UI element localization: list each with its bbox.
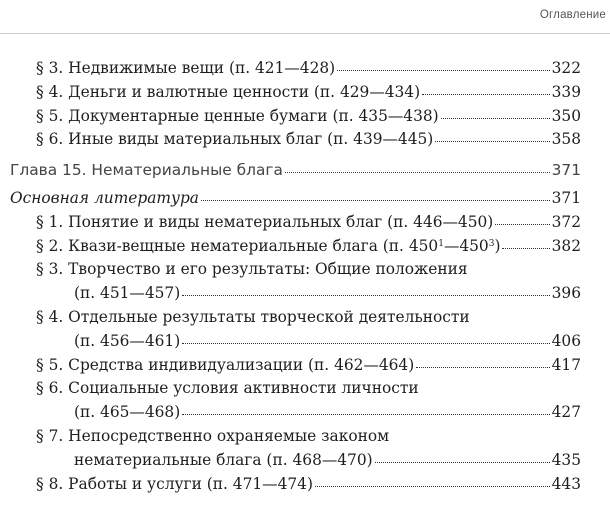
dot-leader [441, 118, 550, 119]
superscript: 1 [438, 238, 444, 249]
toc-entry-title: § 6. Иные виды материальных благ (п. 439—445) [36, 130, 434, 149]
toc-entry-title: § 1. Понятие и виды нематериальных благ (п. 446—450) [36, 212, 494, 231]
toc-entry[interactable] [10, 128, 581, 152]
dot-leader [502, 248, 549, 249]
toc-entry[interactable] [10, 235, 581, 259]
superscript: 3 [488, 238, 495, 249]
toc-entry-page: 382 [551, 236, 581, 255]
toc-entry-title-line2: (п. 456—461) [74, 331, 181, 350]
toc-entry[interactable] [10, 211, 581, 235]
toc-entry-page: 427 [551, 403, 581, 422]
table-of-contents [10, 57, 581, 496]
dot-leader [416, 367, 549, 368]
toc-entry-title: § 5. Документарные ценные бумаги (п. 435—438) [36, 106, 439, 125]
dot-leader [337, 70, 549, 71]
running-head: Оглавление [539, 9, 606, 21]
toc-entry-title: § 4. Деньги и валютные ценности (п. 429—434) [36, 82, 421, 101]
toc-entry-title-line1[interactable]: § 7. Непосредственно охраняемые законом [36, 426, 390, 445]
dot-leader [201, 200, 550, 201]
toc-entry-page: 406 [551, 331, 581, 350]
dot-leader [182, 343, 549, 344]
toc-entry[interactable] [10, 449, 581, 473]
toc-entry-literature[interactable] [10, 187, 581, 211]
dot-leader [182, 414, 549, 415]
toc-entry-title-line1[interactable]: § 4. Отдельные результаты творческой деятельности [36, 307, 470, 326]
toc-entry[interactable] [10, 401, 581, 425]
header-rule [0, 33, 610, 34]
chapter-page: 371 [551, 161, 581, 180]
dot-leader [315, 486, 550, 487]
toc-entry-title: § 3. Недвижимые вещи (п. 421—428) [36, 59, 336, 77]
chapter-title: Глава 15. Нематериальные блага [10, 161, 283, 180]
toc-entry-page: 443 [551, 474, 581, 493]
toc-entry-page: 339 [551, 82, 581, 101]
toc-entry-title-line1[interactable]: § 6. Социальные условия активности личности [36, 379, 419, 398]
dot-leader [435, 141, 549, 142]
toc-entry-page: 350 [551, 106, 581, 125]
title-part: —450 [443, 236, 489, 255]
toc-entry-page: 372 [551, 212, 581, 231]
toc-entry-title-line2: нематериальные блага (п. 468—470) [74, 450, 373, 469]
toc-entry-page: 396 [551, 284, 581, 303]
dot-leader [182, 295, 549, 296]
toc-entry[interactable] [10, 330, 581, 354]
dot-leader [422, 94, 550, 95]
toc-entry-title-line1[interactable]: § 3. Творчество и его результаты: Общие положения [36, 260, 468, 279]
toc-entry[interactable] [10, 282, 581, 306]
toc-entry-title-line2: (п. 451—457) [74, 284, 181, 303]
dot-leader [495, 224, 549, 225]
toc-entry-page: 322 [551, 59, 581, 77]
toc-entry-title: Основная литература [10, 188, 199, 207]
toc-entry[interactable] [10, 354, 581, 378]
toc-entry[interactable] [10, 57, 581, 81]
dot-leader [285, 172, 550, 173]
toc-entry-title [36, 235, 500, 259]
toc-entry-title: § 5. Средства индивидуализации (п. 462—464) [36, 355, 415, 374]
toc-entry-page: 435 [551, 450, 581, 469]
toc-entry-page: 371 [551, 188, 581, 207]
toc-entry-page: 358 [551, 130, 581, 149]
title-part: ) [494, 236, 501, 255]
toc-entry[interactable] [10, 81, 581, 105]
chapter-heading[interactable] [10, 159, 581, 183]
toc-entry-title: § 8. Работы и услуги (п. 471—474) [36, 474, 313, 493]
toc-entry[interactable] [10, 105, 581, 129]
toc-entry-page: 417 [551, 355, 581, 374]
title-part: § 2. Квази-вещные нематериальные блага (п. 450 [36, 236, 439, 255]
toc-entry-title-line2: (п. 465—468) [74, 403, 181, 422]
toc-entry[interactable] [10, 473, 581, 497]
dot-leader [375, 462, 550, 463]
